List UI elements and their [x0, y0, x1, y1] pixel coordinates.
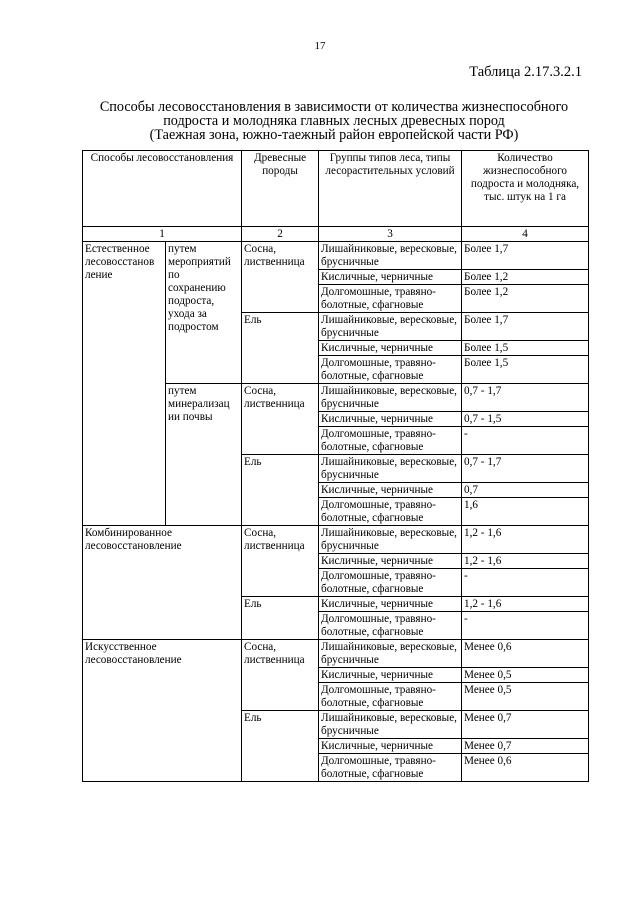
title-line: подроста и молодняка главных лесных древесных пород — [163, 113, 505, 129]
forest-type-cell: Долгомошные, травяно-болотные, сфагновые — [319, 612, 462, 640]
value-cell: Менее 0,5 — [462, 668, 589, 683]
forest-type-cell: Долгомошные, травяно-болотные, сфагновые — [319, 285, 462, 313]
forest-type-cell: Лишайниковые, вересковые, брусничные — [319, 242, 462, 270]
value-cell: 0,7 — [462, 483, 589, 498]
title-line: Способы лесовосстановления в зависимости от количества жизнеспособного — [99, 99, 569, 115]
species-cell: Ель — [242, 313, 319, 384]
value-cell: Менее 0,5 — [462, 683, 589, 711]
method-cell: Искусственное лесовосстановление — [83, 640, 242, 782]
forest-type-cell: Кисличные, черничные — [319, 270, 462, 285]
table-row — [83, 526, 589, 554]
value-cell: Менее 0,7 — [462, 739, 589, 754]
forest-type-cell: Кисличные, черничные — [319, 597, 462, 612]
forest-type-cell: Долгомошные, травяно-болотные, сфагновые — [319, 427, 462, 455]
value-cell: Более 1,7 — [462, 313, 589, 341]
value-cell: Менее 0,6 — [462, 640, 589, 668]
value-cell: 1,2 - 1,6 — [462, 526, 589, 554]
column-number-row — [83, 227, 589, 242]
forest-type-cell: Кисличные, черничные — [319, 341, 462, 356]
value-cell: Более 1,2 — [462, 285, 589, 313]
value-cell: 0,7 - 1,7 — [462, 455, 589, 483]
forest-type-cell: Лишайниковые, вересковые, брусничные — [319, 384, 462, 412]
species-cell: Сосна, лиственница — [242, 242, 319, 313]
column-number: 1 — [83, 227, 242, 242]
forest-type-cell: Долгомошные, травяно-болотные, сфагновые — [319, 498, 462, 526]
table-row — [83, 640, 589, 668]
value-cell: Более 1,5 — [462, 356, 589, 384]
forest-type-cell: Кисличные, черничные — [319, 554, 462, 569]
value-cell: Менее 0,7 — [462, 711, 589, 739]
value-cell: 1,2 - 1,6 — [462, 597, 589, 612]
forest-type-cell: Лишайниковые, вересковые, брусничные — [319, 640, 462, 668]
value-cell: Менее 0,6 — [462, 754, 589, 782]
forest-type-cell: Лишайниковые, вересковые, брусничные — [319, 455, 462, 483]
value-cell: - — [462, 427, 589, 455]
column-number: 3 — [319, 227, 462, 242]
forest-type-cell: Долгомошные, травяно-болотные, сфагновые — [319, 356, 462, 384]
value-cell: - — [462, 569, 589, 597]
table-title — [60, 100, 608, 142]
header-cell: Способы лесовосстановления — [83, 151, 242, 227]
page-number: 17 — [314, 40, 326, 52]
species-cell: Сосна, лиственница — [242, 526, 319, 597]
forest-type-cell: Кисличные, черничные — [319, 412, 462, 427]
value-cell: 1,6 — [462, 498, 589, 526]
value-cell: Более 1,7 — [462, 242, 589, 270]
value-cell: 0,7 - 1,5 — [462, 412, 589, 427]
value-cell: Более 1,5 — [462, 341, 589, 356]
species-cell: Сосна, лиственница — [242, 640, 319, 711]
reforestation-table — [82, 150, 589, 782]
submethod-cell: путем мероприятий по сохранению подроста, ухода за подростом — [166, 242, 242, 384]
forest-type-cell: Долгомошные, травяно-болотные, сфагновые — [319, 569, 462, 597]
header-cell: Группы типов леса, типы лесорастительных условий — [319, 151, 462, 227]
forest-type-cell: Долгомошные, травяно-болотные, сфагновые — [319, 683, 462, 711]
forest-type-cell: Лишайниковые, вересковые, брусничные — [319, 526, 462, 554]
forest-type-cell: Лишайниковые, вересковые, брусничные — [319, 313, 462, 341]
value-cell: 1,2 - 1,6 — [462, 554, 589, 569]
value-cell: 0,7 - 1,7 — [462, 384, 589, 412]
forest-type-cell: Кисличные, черничные — [319, 483, 462, 498]
forest-type-cell: Долгомошные, травяно-болотные, сфагновые — [319, 754, 462, 782]
forest-type-cell: Кисличные, черничные — [319, 739, 462, 754]
submethod-cell: путем минерализац ии почвы — [166, 384, 242, 526]
table-row — [83, 242, 589, 270]
header-cell: Древесные породы — [242, 151, 319, 227]
species-cell: Ель — [242, 711, 319, 782]
table-number: Таблица 2.17.3.2.1 — [469, 64, 582, 80]
species-cell: Ель — [242, 455, 319, 526]
title-line: (Таежная зона, южно-таежный район европейской части РФ) — [149, 127, 519, 143]
forest-type-cell: Лишайниковые, вересковые, брусничные — [319, 711, 462, 739]
forest-type-cell: Кисличные, черничные — [319, 668, 462, 683]
header-cell: Количество жизнеспособного подроста и молодняка, тыс. штук на 1 га — [462, 151, 589, 227]
species-cell: Сосна, лиственница — [242, 384, 319, 455]
column-number: 2 — [242, 227, 319, 242]
value-cell: Более 1,2 — [462, 270, 589, 285]
value-cell: - — [462, 612, 589, 640]
header-row — [83, 151, 589, 227]
method-cell: Комбинированное лесовосстановление — [83, 526, 242, 640]
column-number: 4 — [462, 227, 589, 242]
species-cell: Ель — [242, 597, 319, 640]
method-cell: Естественное лесовосстанов ление — [83, 242, 166, 526]
